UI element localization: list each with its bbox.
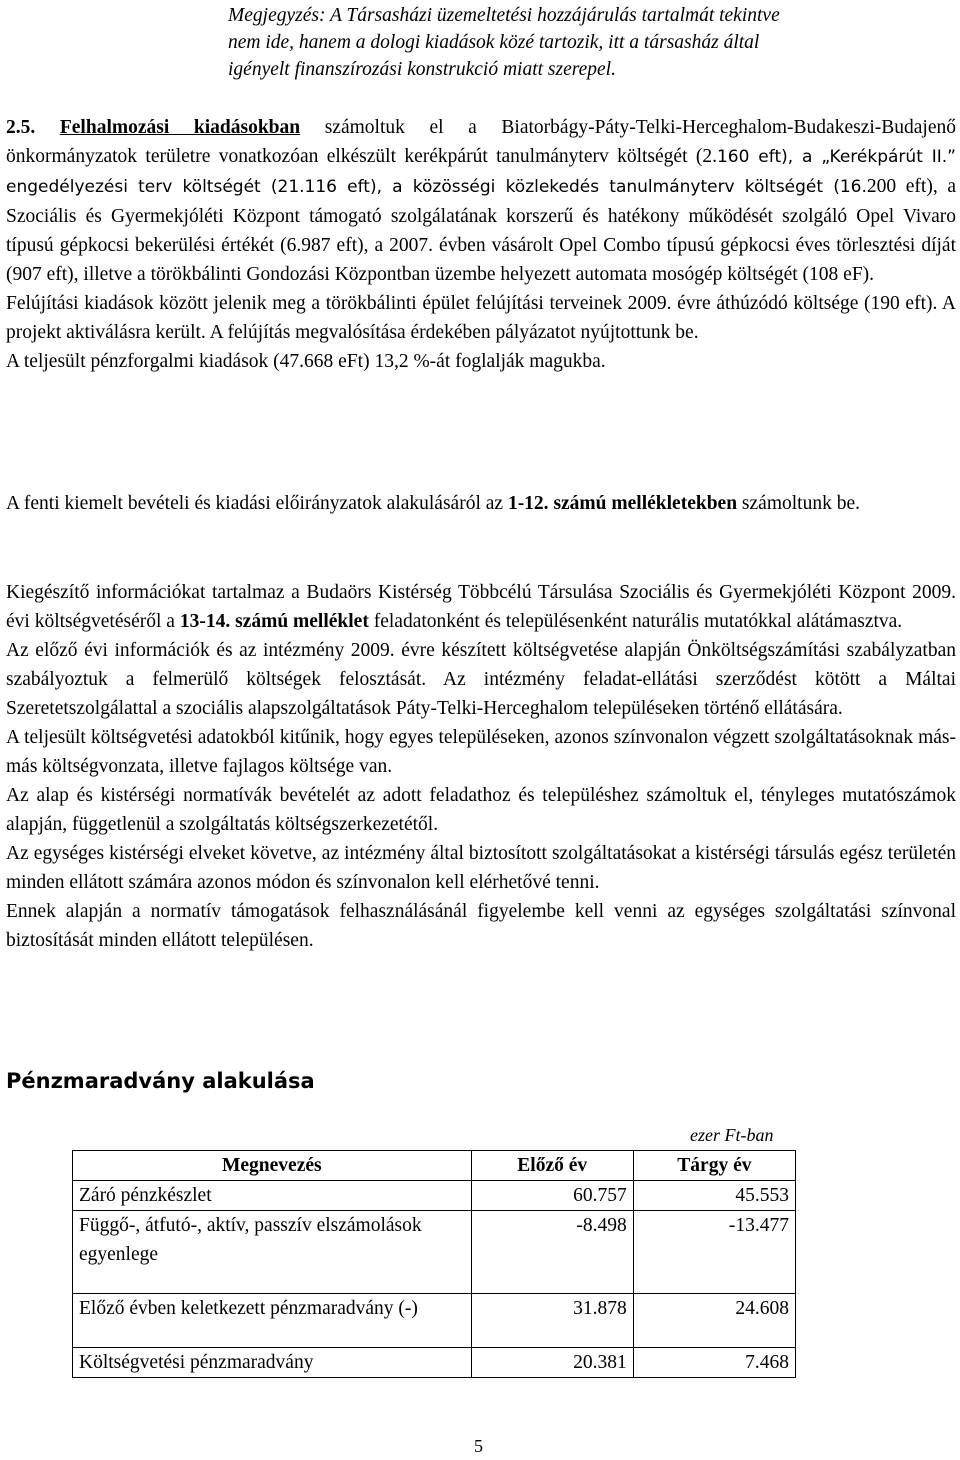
section-2-5-paragraph-1	[6, 113, 956, 289]
header-targy-ev: Tárgy év	[633, 1151, 795, 1181]
row-name	[73, 1294, 472, 1348]
fenti-text-2: számoltunk be.	[737, 493, 860, 514]
row-name: Költségvetési pénzmaradvány	[73, 1348, 472, 1378]
table-row	[73, 1294, 796, 1348]
row-curr: -13.477	[633, 1211, 795, 1294]
fenti-bold: számú mellékletekben	[548, 493, 738, 514]
kieg-paragraph-5: Az egységes kistérségi elveket követve, az intézmény által biztosított szolgáltatásokat a kistérségi társulás egész területén minden ellátott számára azonos módon és színvonalon kell elérhetővé tenni.	[6, 843, 956, 893]
note-line-2: nem ide, hanem a dologi kiadások közé tartozik, itt a társasház által	[228, 32, 760, 53]
header-megnevezes: Megnevezés	[73, 1151, 472, 1181]
section-2-5-text-1: számoltuk el a Biatorbágy-Páty-Telki-Herceghalom-Budakeszi-Budajenő önkormányzatok területre vonatkozóan elkészült kerékpárút tanulmányterv költségét (2.	[6, 117, 956, 167]
penzmaradvany-table	[72, 1150, 796, 1378]
kieg-paragraph-4: Az alap és kistérségi normatívák bevételét az adott feladathoz és településhez számoltuk el, tényleges mutatószámok alapján, függetlenül a szolgáltatás költségszerkezetétől.	[6, 785, 956, 835]
table-row	[73, 1211, 796, 1294]
row-name	[73, 1211, 472, 1294]
row-spacer	[79, 1323, 465, 1347]
table-header-row	[73, 1151, 796, 1181]
section-2-5	[6, 113, 956, 376]
row-curr: 7.468	[633, 1348, 795, 1378]
kieg-paragraph-2: Az előző évi információk és az intézmény 2009. évre készített költségvetése alapján Önköltségszámítási szabályzatban szabályoztuk a felmerülő költségek felosztását. Az intézmény feladat-ellátási szerződést kötött a Máltai Szeretetszolgálattal a szociális alapszolgáltatások Páty-Telki-Herceghalom településeken történő ellátására.	[6, 640, 956, 719]
section-2-5-text-1c: 116 eft), a közösségi közlekedés tanulmányterv költségét (16.	[304, 177, 867, 197]
row-prev: 31.878	[471, 1294, 633, 1348]
kiegeszito-section	[6, 578, 956, 955]
fenti-ref: 1-12.	[507, 493, 549, 514]
row-curr: 45.553	[633, 1181, 795, 1211]
section-heading-penzmaradvany: Pénzmaradvány alakulása	[6, 1069, 315, 1093]
section-2-5-paragraph-2: Felújítási kiadások között jelenik meg a törökbálinti épület felújítási terveinek 2009. évre áthúzódó költsége (190 eft). A projekt aktiválásra került. A felújítás megvalósítása érdekében pályázatot nyújtottunk be.	[6, 293, 956, 343]
row-curr: 24.608	[633, 1294, 795, 1348]
row-name: Záró pénzkészlet	[73, 1181, 472, 1211]
kieg-paragraph-6: Ennek alapján a normatív támogatások felhasználásánál figyelembe kell venni az egységes szolgáltatási színvonal biztosítását minden ellátott településen.	[6, 901, 956, 951]
note-paragraph	[228, 2, 956, 83]
kieg-ref: 13-14.	[179, 611, 231, 632]
kieg-text-1b: feladatonként és településenként naturális mutatókkal alátámasztva.	[368, 611, 903, 632]
section-2-5-paragraph-3: A teljesült pénzforgalmi kiadások (47.668 eFt) 13,2 %-át foglalják magukba.	[6, 351, 606, 372]
kieg-bold: számú melléklet	[230, 611, 369, 632]
page-number: 5	[474, 1436, 483, 1456]
fenti-text-1: A fenti kiemelt bevételi és kiadási előirányzatok alakulásáról az	[6, 493, 508, 514]
section-2-5-text-2: 200 eft), a Szociális és Gyermekjóléti Központ támogató szolgálatának korszerű és hatékony működését szolgáló Opel Vivaro típusú gépkocsi bekerülési értékét (6.987 eft), a 2007. évben vásárolt Opel Combo típusú gépkocsi éves törlesztési díját (907 eft), illetve a törökbálinti Gondozási Központban üzembe helyezett automata mosógép költségét (108 eF).	[6, 176, 957, 285]
note-line-1: Megjegyzés: A Társasházi üzemeltetési hozzájárulás tartalmát tekintve	[228, 5, 780, 26]
fenti-text	[6, 489, 956, 518]
fenti-paragraph	[6, 489, 956, 518]
section-2-5-text-1b: 160 eft), a „Kerékpárút II.” engedélyezési terv költségét (21.	[6, 147, 956, 197]
row-prev: 60.757	[471, 1181, 633, 1211]
kieg-paragraph-1	[6, 578, 956, 636]
table-row	[73, 1181, 796, 1211]
row-prev: -8.498	[471, 1211, 633, 1294]
unit-label: ezer Ft-ban	[690, 1125, 774, 1145]
row-spacer	[79, 1269, 465, 1293]
row-name-text: Függő-, átfutó-, aktív, passzív elszámolások egyenlege	[79, 1215, 422, 1265]
row-name-text: Előző évben keletkezett pénzmaradvány (-)	[79, 1298, 418, 1319]
row-prev: 20.381	[471, 1348, 633, 1378]
table-row	[73, 1348, 796, 1378]
header-elozo-ev: Előző év	[471, 1151, 633, 1181]
section-number: 2.5.	[6, 117, 36, 138]
note-line-3: igényelt finanszírozási konstrukció miatt szerepel.	[228, 59, 616, 80]
section-heading: Felhalmozási kiadásokban	[59, 117, 301, 138]
kieg-paragraph-3: A teljesült költségvetési adatokból kitűnik, hogy egyes településeken, azonos színvonalon végzett szolgáltatásoknak más-más költségvonzata, illetve fajlagos költsége van.	[6, 727, 956, 777]
kieg-text-1a: Kiegészítő információkat tartalmaz a Budaörs Kistérség Többcélú Társulása Szociális és Gyermekjóléti Központ 2009. évi költségvetéséről a	[6, 582, 956, 632]
